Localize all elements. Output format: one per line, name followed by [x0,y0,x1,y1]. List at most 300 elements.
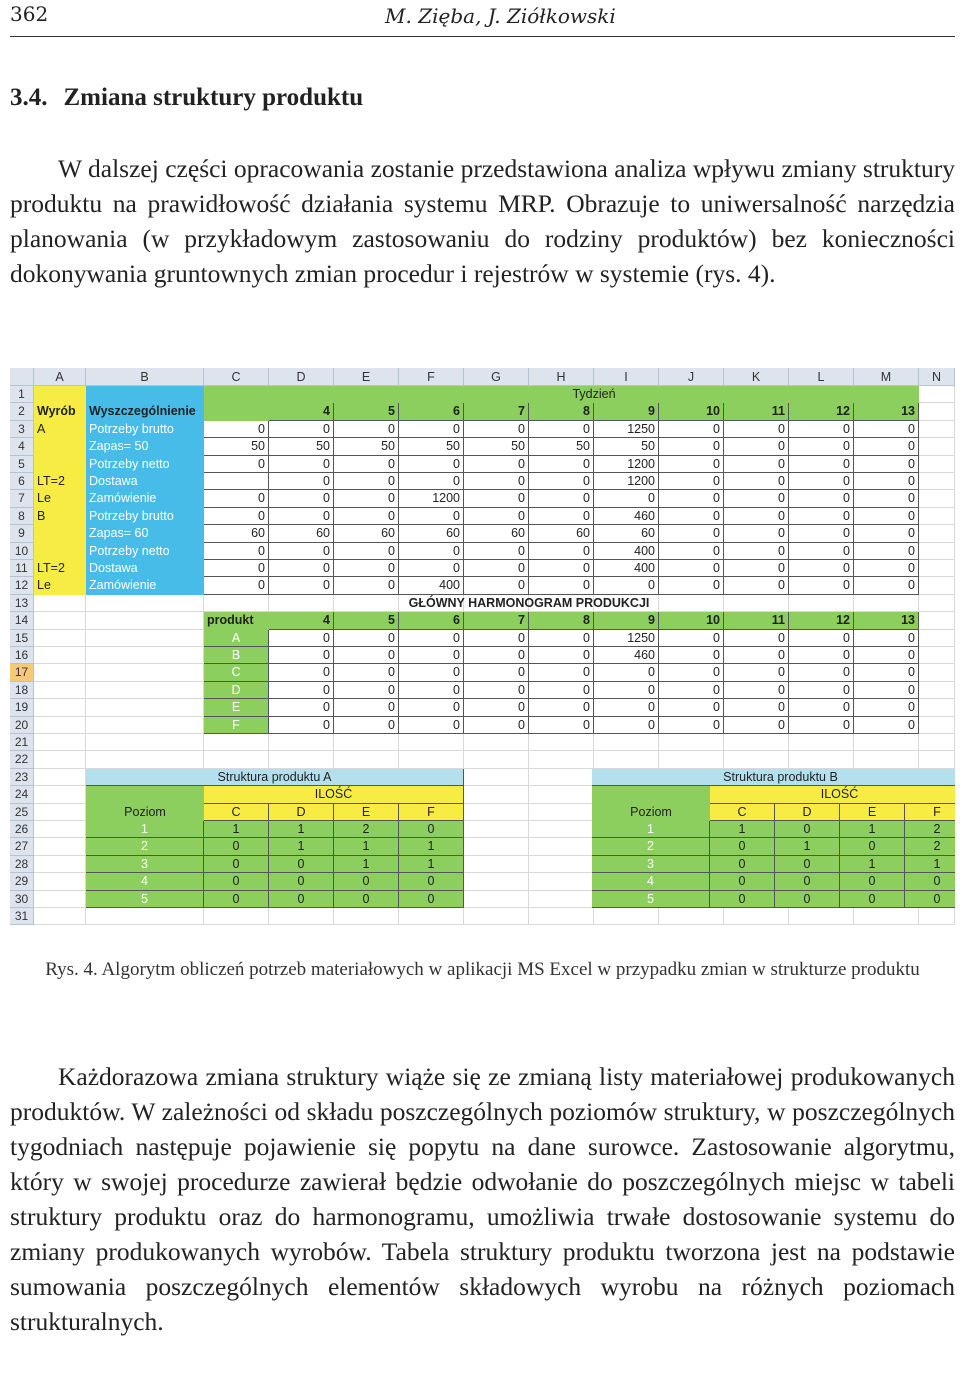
poziom-header: Poziom [86,804,204,821]
tydzien-header: Tydzień [269,386,919,403]
mrp-value: 0 [789,508,854,525]
grid-cell [919,612,955,629]
mps-value: 0 [269,717,334,734]
mps-value: 0 [594,717,659,734]
week-number: 10 [659,403,724,420]
mps-product: A [204,630,269,647]
mps-product: D [204,682,269,699]
grid-cell [204,595,269,612]
grid-cell [204,908,269,925]
mrp-value: 0 [529,543,594,560]
mps-value: 0 [334,717,399,734]
mps-product: F [204,717,269,734]
grid-cell [204,751,269,768]
mps-value: 0 [269,630,334,647]
mrp-value: 0 [269,490,334,507]
structure-level: 3 [86,856,204,873]
mps-product: C [204,664,269,681]
item-code [34,543,86,560]
mrp-value: 0 [854,490,919,507]
grid-cell [529,734,594,751]
column-header: G [464,368,529,386]
row-header: 3 [10,421,34,438]
grid-cell [86,647,204,664]
excel-figure [10,368,955,933]
grid-cell [269,908,334,925]
structure-qty: 1 [840,856,905,873]
mrp-value: 60 [464,525,529,542]
mrp-value: 0 [334,560,399,577]
grid-cell [854,751,919,768]
mrp-value: 0 [659,525,724,542]
structure-qty: 2 [905,821,955,838]
grid-cell [594,734,659,751]
structure-qty: 2 [905,838,955,855]
row-header: 27 [10,838,34,855]
item-label: Potrzeby brutto [86,421,204,438]
mrp-value: 0 [594,490,659,507]
structure-qty: 0 [269,856,334,873]
grid-cell [464,804,529,821]
mps-value: 0 [594,664,659,681]
mps-value: 0 [269,647,334,664]
structure-qty: 1 [269,821,334,838]
mrp-value: 0 [464,543,529,560]
structure-qty: 1 [399,838,464,855]
week-number: 6 [399,403,464,420]
mps-value: 0 [789,630,854,647]
mps-value: 0 [659,664,724,681]
mps-value: 0 [334,664,399,681]
mps-value: 0 [399,630,464,647]
mps-value: 0 [724,699,789,716]
mrp-value: 0 [854,508,919,525]
grid-cell [34,891,86,908]
mrp-value: 0 [789,560,854,577]
grid-cell [86,682,204,699]
mps-value: 0 [464,682,529,699]
item-label: Zapas= 50 [86,438,204,455]
mps-value: 0 [724,682,789,699]
grid-cell [529,786,594,803]
column-header: N [919,368,955,386]
mps-value: 0 [854,664,919,681]
grid-cell [919,734,955,751]
mps-week-number: 5 [334,612,399,629]
mps-product: B [204,647,269,664]
grid-cell [334,751,399,768]
mps-value: 0 [529,682,594,699]
mrp-value: 0 [334,421,399,438]
mrp-value: 0 [399,421,464,438]
mrp-value: 0 [789,421,854,438]
mrp-value: 400 [594,543,659,560]
grid-cell [854,908,919,925]
grid-cell [594,908,659,925]
mrp-value: 0 [269,543,334,560]
grid-cell [464,908,529,925]
structure-qty: 1 [334,856,399,873]
structure-qty: 2 [334,821,399,838]
mrp-value: 0 [529,508,594,525]
structure-qty: 1 [334,838,399,855]
grid-cell [34,612,86,629]
grid-cell [464,873,529,890]
column-header: H [529,368,594,386]
mrp-value: 0 [659,577,724,594]
row-header: 30 [10,891,34,908]
row-header: 28 [10,856,34,873]
grid-cell [34,647,86,664]
column-header: E [334,368,399,386]
grid-cell [34,838,86,855]
mrp-value: 0 [399,543,464,560]
row-header: 29 [10,873,34,890]
row-header: 1 [10,386,34,403]
mrp-value: 0 [529,577,594,594]
column-header: I [594,368,659,386]
item-label: Dostawa [86,473,204,490]
mrp-value: 0 [334,543,399,560]
grid-cell [919,682,955,699]
header-a1 [34,386,86,403]
structure-qty: 0 [840,873,905,890]
grid-cell [86,630,204,647]
mrp-value: 0 [724,490,789,507]
grid-cell [789,908,854,925]
structure-qty: 1 [840,821,905,838]
mps-value: 0 [269,699,334,716]
structure-title: Struktura produktu B [592,769,955,786]
mps-value: 0 [724,630,789,647]
mps-value: 0 [399,699,464,716]
mps-week-number: 11 [724,612,789,629]
mrp-value: 0 [724,456,789,473]
mrp-value: 0 [464,456,529,473]
mps-value: 0 [724,664,789,681]
wyszczegolnienie-header: Wyszczególnienie [86,403,210,420]
mps-value: 0 [724,717,789,734]
mrp-value: 0 [724,438,789,455]
row-header: 16 [10,647,34,664]
item-label: Potrzeby netto [86,543,204,560]
mps-value: 0 [464,630,529,647]
item-code: B [34,508,86,525]
grid-cell [464,856,529,873]
structure-level: 1 [86,821,204,838]
grid-cell [919,473,955,490]
mrp-value: 0 [334,473,399,490]
mps-value: 0 [464,664,529,681]
mrp-value: 460 [594,508,659,525]
grid-cell [464,838,529,855]
row-header: 2 [10,403,34,420]
header-b1 [86,386,204,403]
mps-value: 0 [594,682,659,699]
grid-cell [789,595,854,612]
mps-value: 0 [464,647,529,664]
grid-cell [919,664,955,681]
grid-cell [724,734,789,751]
structure-level: 2 [86,838,204,855]
paragraph-body: Każdorazowa zmiana struktury wiąże się ze zmianą listy materiałowej produkowanych produktów. W zależności od składu poszczególnych poziomów struktury, w poszczególnych tygodniach następuje pojawienie się popytu na dane surowce. Zastosowanie algorytmu, który w swojej procedurze zawierał będzie odwołanie do poszczególnych miejsc w tabeli struktury produktu oraz do harmonogramu, umożliwia trwałe dostosowanie systemu do zmiany produkowanych wyrobów. Tabela struktury produktu tworzona jest na podstawie sumowania poszczególnych elementów składowych wyrobu na różnych poziomach strukturalnych. [10,1062,955,1336]
mrp-value: 1200 [399,490,464,507]
grid-cell [919,421,955,438]
grid-cell [789,734,854,751]
grid-cell [34,717,86,734]
structure-blank [592,786,710,803]
mrp-value: 1200 [594,473,659,490]
structure-qty: 0 [269,891,334,908]
mrp-value: 0 [854,421,919,438]
column-header: L [789,368,854,386]
grid-cell [919,630,955,647]
paragraph-intro: W dalszej części opracowania zostanie przedstawiona analiza wpływu zmiany struktury produktu na prawidłowość działania systemu MRP. Obrazuje to uniwersalność narzędzia planowania (w przykładowym zastosowaniu do rodziny produktów) bez konieczności dokonywania gruntownych zmian procedur i rejestrów w systemie (rys. 4). [10,154,955,288]
mrp-value: 0 [659,560,724,577]
row-header: 18 [10,682,34,699]
structure-qty: 0 [710,856,775,873]
structure-qty: 1 [710,821,775,838]
grid-cell [919,560,955,577]
initial-value: 0 [204,543,269,560]
grid-cell [464,786,529,803]
item-label: Zamówienie [86,577,204,594]
grid-cell [334,908,399,925]
mrp-value: 0 [659,438,724,455]
structure-qty: 1 [269,838,334,855]
grid-cell [34,769,86,786]
mps-value: 0 [659,682,724,699]
item-code: Le [34,490,86,507]
structure-qty: 0 [204,891,269,908]
grid-cell [34,682,86,699]
grid-cell [399,908,464,925]
mps-value: 0 [854,682,919,699]
mps-value: 0 [529,717,594,734]
column-header: F [399,368,464,386]
row-header: 21 [10,734,34,751]
grid-cell [399,734,464,751]
structure-col-header: E [334,804,399,821]
mrp-value: 0 [854,577,919,594]
week-number: 12 [789,403,854,420]
grid-cell [464,734,529,751]
mrp-value: 1200 [594,456,659,473]
grid-cell [919,525,955,542]
mps-value: 0 [529,664,594,681]
structure-qty: 0 [710,873,775,890]
mrp-value: 50 [594,438,659,455]
mps-value: 460 [594,647,659,664]
mps-value: 0 [529,647,594,664]
grid-cell [659,734,724,751]
row-header: 4 [10,438,34,455]
mrp-value: 50 [334,438,399,455]
mrp-value: 50 [529,438,594,455]
mps-week-number: 7 [464,612,529,629]
grid-cell [34,751,86,768]
grid-cell [789,751,854,768]
structure-col-header: C [710,804,775,821]
mrp-value: 0 [724,543,789,560]
mrp-value: 0 [789,525,854,542]
grid-cell [334,734,399,751]
page-number: 362 [10,2,49,26]
row-header: 11 [10,560,34,577]
structure-title: Struktura produktu A [86,769,464,786]
structure-col-header: C [204,804,269,821]
mps-product: E [204,699,269,716]
grid-cell [659,908,724,925]
mrp-value: 0 [269,560,334,577]
section-number: 3.4. [10,84,48,111]
mrp-value: 50 [399,438,464,455]
grid-cell [919,438,955,455]
mrp-value: 0 [464,508,529,525]
mrp-value: 60 [399,525,464,542]
grid-cell [34,804,86,821]
mps-week-number: 13 [854,612,919,629]
ilosc-header: ILOŚĆ [710,786,955,803]
mrp-value: 0 [724,508,789,525]
mps-value: 0 [334,647,399,664]
structure-qty: 0 [334,873,399,890]
mps-value: 0 [334,699,399,716]
structure-qty: 0 [905,873,955,890]
column-header: A [34,368,86,386]
grid-cell [86,717,204,734]
grid-cell [919,490,955,507]
structure-qty: 0 [334,891,399,908]
mrp-value: 0 [659,543,724,560]
row-header: 15 [10,630,34,647]
grid-cell [919,386,955,403]
grid-cell [269,751,334,768]
mrp-value: 0 [659,490,724,507]
mrp-value: 0 [724,577,789,594]
week-number: 7 [464,403,529,420]
structure-level: 5 [86,891,204,908]
mps-value: 0 [269,682,334,699]
mps-value: 0 [724,647,789,664]
row-header: 23 [10,769,34,786]
row-header: 25 [10,804,34,821]
grid-cell [34,630,86,647]
mrp-value: 0 [724,560,789,577]
mrp-value: 60 [269,525,334,542]
mps-value: 0 [399,647,464,664]
mps-title: GŁÓWNY HARMONOGRAM PRODUKCJI [408,595,650,610]
mrp-value: 0 [269,577,334,594]
mps-value: 0 [854,717,919,734]
mps-value: 0 [659,630,724,647]
mps-value: 0 [854,699,919,716]
mps-value: 0 [464,717,529,734]
grid-cell [34,595,86,612]
structure-level: 4 [592,873,710,890]
structure-level: 3 [592,856,710,873]
row-header: 13 [10,595,34,612]
running-header [10,0,955,37]
grid-cell [529,821,594,838]
mps-week-number: 6 [399,612,464,629]
structure-qty: 1 [775,838,840,855]
structure-qty: 0 [775,873,840,890]
initial-value: 0 [204,560,269,577]
grid-cell [529,873,594,890]
grid-cell [86,751,204,768]
grid-cell [34,821,86,838]
structure-col-header: D [775,804,840,821]
mrp-value: 0 [464,421,529,438]
mps-value: 0 [789,664,854,681]
mrp-value: 0 [399,508,464,525]
mps-value: 0 [854,647,919,664]
row-header: 7 [10,490,34,507]
item-code [34,438,86,455]
mps-week-number: 10 [659,612,724,629]
wyrob-header: Wyrób [34,403,86,420]
grid-cell [529,751,594,768]
header-c2 [204,403,269,420]
grid-cell [529,804,594,821]
row-header: 5 [10,456,34,473]
mrp-value: 60 [594,525,659,542]
grid-cell [399,751,464,768]
row-header: 12 [10,577,34,594]
structure-col-header: F [905,804,955,821]
mps-value: 0 [399,717,464,734]
grid-cell [34,856,86,873]
mps-value: 0 [659,717,724,734]
grid-cell [529,891,594,908]
column-header: M [854,368,919,386]
mrp-value: 1250 [594,421,659,438]
mrp-value: 400 [594,560,659,577]
grid-cell [919,647,955,664]
mps-value: 0 [789,699,854,716]
mrp-value: 0 [854,456,919,473]
corner-cell [10,368,34,386]
grid-cell [34,873,86,890]
grid-cell [464,751,529,768]
mrp-value: 0 [399,473,464,490]
mrp-value: 0 [464,560,529,577]
mps-week-number: 4 [269,612,334,629]
structure-qty: 0 [399,891,464,908]
mps-week-number: 8 [529,612,594,629]
mps-week-number: 9 [594,612,659,629]
grid-cell [919,543,955,560]
row-header: 20 [10,717,34,734]
mps-value: 0 [789,682,854,699]
item-code: LT=2 [34,473,86,490]
row-header: 14 [10,612,34,629]
mps-value: 0 [399,682,464,699]
structure-qty: 0 [399,821,464,838]
mps-value: 0 [659,699,724,716]
grid-cell [204,734,269,751]
week-number: 13 [854,403,919,420]
grid-cell [919,403,955,420]
mrp-value: 0 [789,438,854,455]
mrp-value: 0 [789,490,854,507]
item-code: A [34,421,86,438]
column-header: B [86,368,204,386]
grid-cell [34,908,86,925]
item-code: LT=2 [34,560,86,577]
row-header: 17 [10,664,34,681]
